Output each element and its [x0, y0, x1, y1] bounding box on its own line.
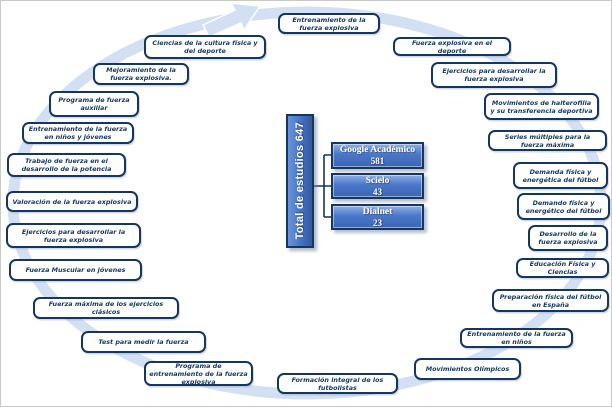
ring-topic-label: Programa de fuerza auxiliar: [58, 96, 130, 112]
ring-topic-box: [484, 93, 599, 120]
ring-topic-label: Ejercicios para desarrollar la fuerza explosiva: [21, 227, 126, 244]
connector-bracket: [314, 155, 331, 217]
source-box-google-academico: [331, 142, 424, 169]
ring-topic-label: Movimientos de halterofilia y su transferencia deportiva: [490, 98, 593, 115]
ring-topic-label: Ejercicios para desarrollar la fuerza explosiva: [442, 67, 546, 83]
ring-topic-label: Valoración de la fuerza explosiva: [12, 197, 132, 206]
ring-topic-box: [516, 258, 609, 278]
source-name: Dialnet: [362, 206, 393, 217]
ring-topic-box: [6, 191, 138, 212]
ring-topic-label: Fuerza explosiva en el deporte: [412, 38, 492, 55]
ring-topic-label: Fuerza máxima de los ejercicios clásicos: [48, 300, 164, 316]
ring-topic-box: [414, 358, 521, 380]
total-studies-bar: [286, 114, 314, 248]
ring-topic-box: [277, 373, 398, 394]
ring-topic-label: Movimientos Olímpicos: [425, 365, 510, 373]
ring-topic-box: [81, 331, 206, 353]
ring-topic-box: [460, 328, 573, 348]
ring-topic-box: [393, 37, 511, 56]
ring-topic-box: [7, 153, 126, 177]
ring-topic-label: Test para medir la fuerza: [98, 338, 189, 346]
ring-topic-label: Desarrollo de la fuerza explosiva: [538, 230, 598, 246]
ring-topic-box: [49, 91, 139, 117]
total-studies-label: Total de estudios 647: [294, 122, 306, 240]
ring-topic-label: Demando física y energético del fútbol: [525, 198, 602, 215]
ring-topic-box: [513, 162, 608, 189]
ring-topic-box: [144, 361, 253, 386]
ring-topic-box: [278, 13, 380, 34]
ring-topic-box: [22, 122, 134, 144]
ring-topic-label: Fuerza Muscular en jóvenes: [25, 266, 126, 274]
ring-topic-label: Demanda física y energética del fútbol: [522, 167, 599, 184]
ring-topic-label: Entrenamiento de la fuerza explosiva: [292, 15, 366, 32]
ring-topic-label: Series múltiples para la fuerza máxima: [504, 132, 591, 149]
ring-topic-box: [517, 193, 610, 220]
ring-topic-box: [93, 63, 189, 85]
source-value: 581: [370, 156, 385, 166]
ring-topic-box: [528, 225, 608, 251]
source-value: 23: [373, 217, 382, 228]
ring-topic-label: Entrenamiento de la fuerza en niños y jóvenes: [28, 125, 128, 141]
source-name: Google Académico: [339, 145, 416, 155]
ring-topic-box: [492, 289, 609, 312]
ring-topic-box: [431, 62, 557, 88]
source-name: Scielo: [365, 175, 390, 186]
ring-topic-box: [6, 223, 141, 248]
source-box-dialnet: [331, 204, 424, 230]
source-box-scielo: [331, 173, 424, 199]
ring-topic-box: [33, 297, 179, 319]
ring-topic-box: [488, 130, 607, 151]
source-value: 43: [373, 186, 382, 197]
ring-topic-label: Mejoramiento de la fuerza explosiva.: [106, 66, 176, 82]
ring-topic-box: [144, 35, 266, 59]
ring-topic-label: Trabajo de fuerza en el desarrollo de la potencia: [21, 157, 112, 173]
ring-topic-label: Preparación física del fútbol en España: [499, 292, 602, 309]
ring-topic-box: [9, 259, 142, 281]
ring-topic-label: Entrenamiento de la fuerza en niños: [467, 330, 566, 346]
ring-topic-label: Formación integral de los futbolistas: [291, 375, 384, 392]
ring-topic-label: Educación Física y Ciencias: [529, 260, 596, 276]
ring-topic-label: Programa de entrenamiento de la fuerza explosiva: [149, 361, 248, 386]
ring-topic-label: Ciencias de la cultura física y del deporte: [152, 39, 258, 55]
